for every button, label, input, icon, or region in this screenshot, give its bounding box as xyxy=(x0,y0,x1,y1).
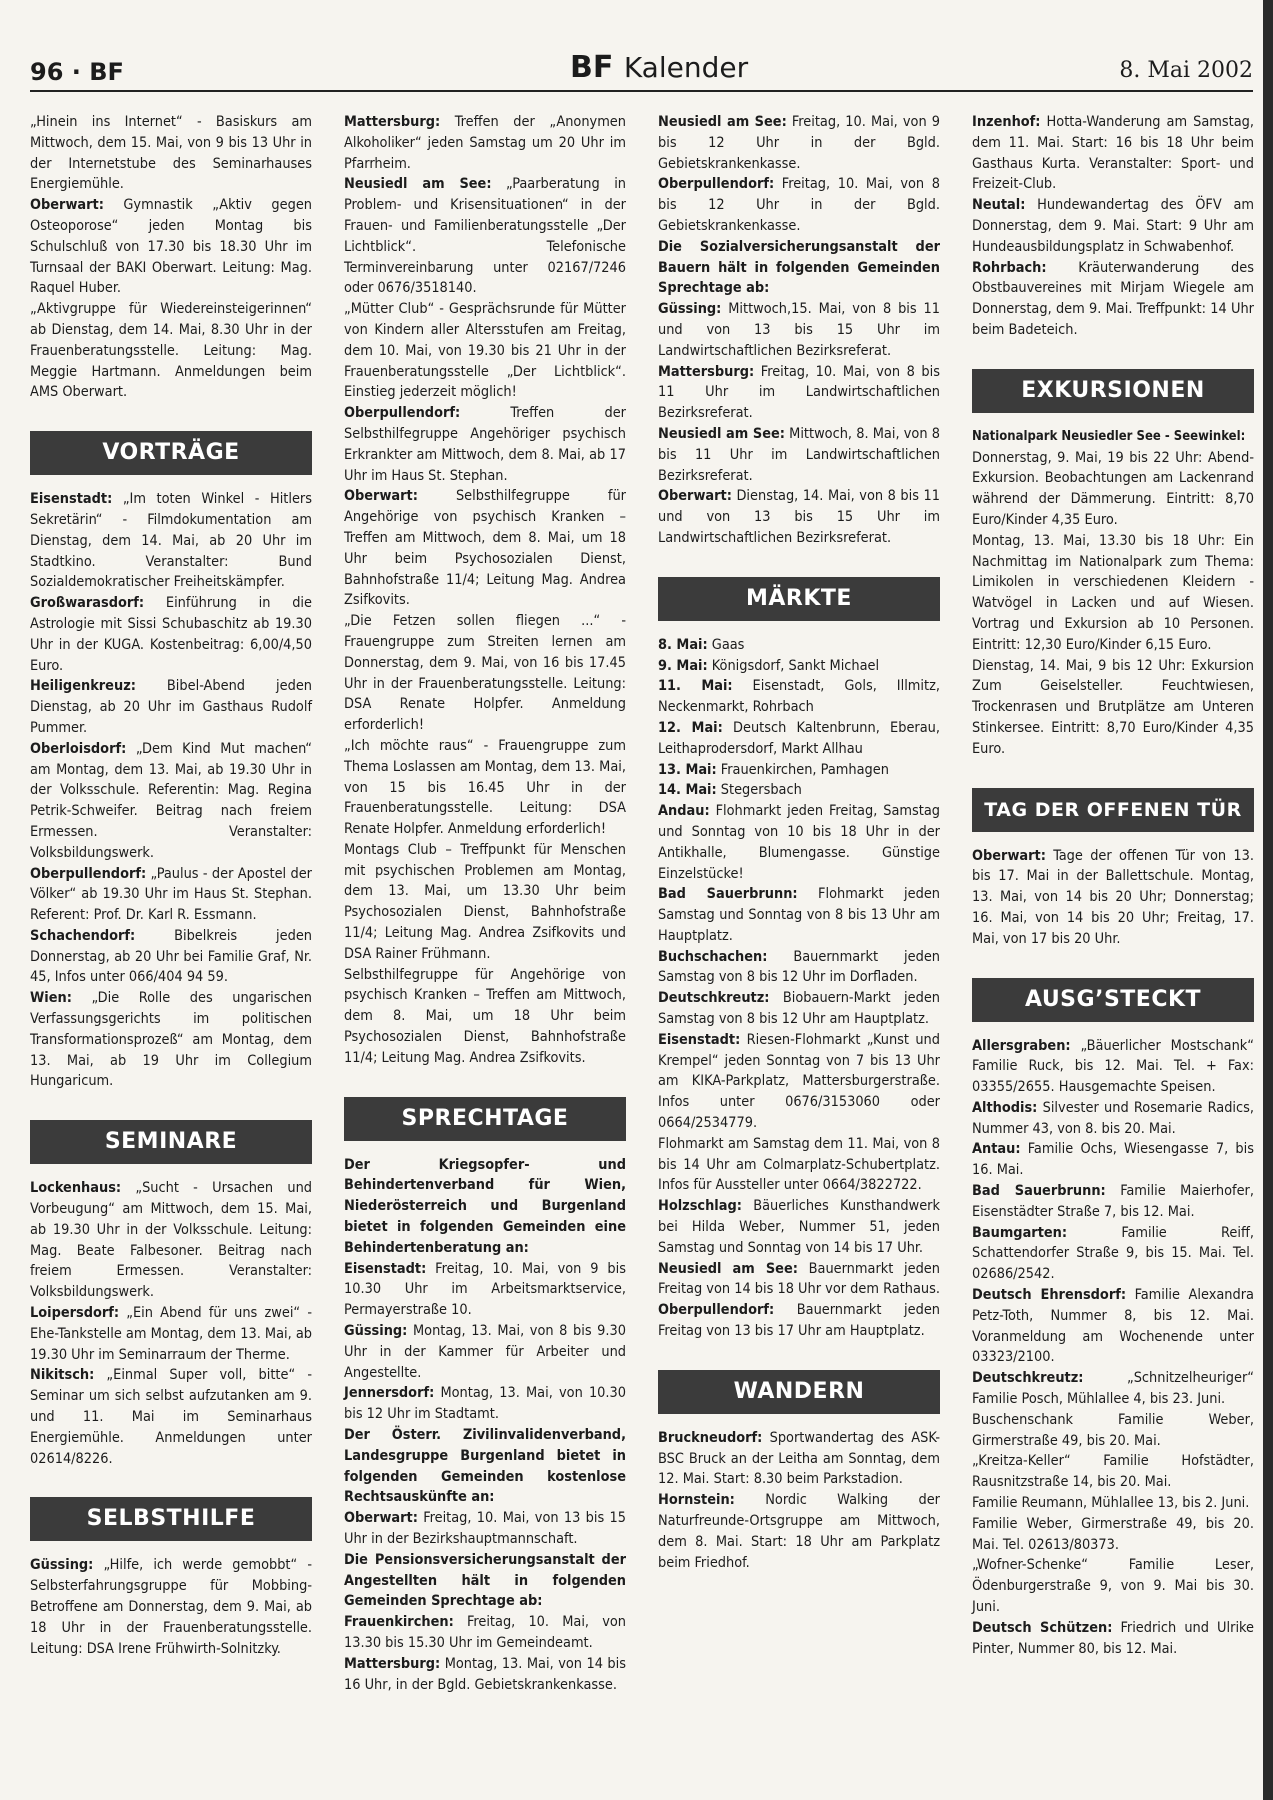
entry: Flohmarkt am Samstag dem 11. Mai, von 8 bis 14 Uhr am Colmarplatz-Schubertplatz. Infos für Aussteller unter 0664/3822722. xyxy=(658,1135,940,1194)
entry xyxy=(658,760,940,781)
entry xyxy=(344,1259,626,1321)
entry-text: Riesen-Flohmarkt „Kunst und Krempel“ jeden Sonntag von 7 bis 13 Uhr am KIKA-Parkplatz, Mattersburgerstraße. Infos unter 0676/3153060 oder 0664/2534779. xyxy=(658,1031,940,1132)
entry-text: Gaas xyxy=(707,636,745,653)
entry-place: Neusiedl am See: xyxy=(344,176,492,193)
entry-place: Schachendorf: xyxy=(30,927,136,944)
entry-place: Eisenstadt: xyxy=(344,1260,427,1277)
entry-text: „Paulus - der Apostel der Völker“ ab 19.30 Uhr im Haus St. Stephan. Referent: Prof. Dr. Karl R. Essmann. xyxy=(30,865,312,924)
entry xyxy=(658,424,940,486)
entry-text: Familie Maierhofer, Eisenstädter Straße 7, bis 12. Mai. xyxy=(972,1183,1254,1220)
entry-text: Tage der offenen Tür von 13. bis 17. Mai in der Ballettschule. Montag, 13. Mai, von 14 bis 20 Uhr; Donnerstag; 16. Mai, von 14 bis 20 Uhr; Freitag, 17. Mai, von 17 bis 20 Uhr. xyxy=(972,847,1254,947)
entry-text: „Sucht - Ursachen und Vorbeugung“ am Mittwoch, dem 15. Mai, ab 19.30 Uhr in der Volksschule. Leitung: Mag. Beate Falbesoner. Beitrag nach freiem Ermessen. Veranstalter: Volksbildungswerk. xyxy=(30,1180,312,1301)
entry xyxy=(658,988,940,1030)
entry xyxy=(972,1139,1254,1181)
entry-place: Bruckneudorf: xyxy=(658,1429,763,1446)
entry xyxy=(658,801,940,884)
entry-text: Silvester und Rosemarie Radics, Nummer 43, von 8. bis 20. Mai. xyxy=(972,1099,1254,1137)
entry xyxy=(30,676,312,738)
entry-text: Montag, 13. Mai, von 8 bis 9.30 Uhr in der Kammer für Arbeiter und Angestellte. xyxy=(344,1323,626,1381)
entry-date: 8. Mai: xyxy=(658,636,708,653)
entry-place: Oberpullendorf: xyxy=(344,405,461,422)
entry-text: Hundewandertag des ÖFV am Donnerstag, dem 9. Mai. Start: 9 Uhr am Hundeausbildungsplatz in Schwabenhof. xyxy=(972,197,1254,255)
entry-heading: Nationalpark Neusiedler See - Seewinkel: xyxy=(972,428,1246,444)
entry-place: Buchschachen: xyxy=(658,948,768,965)
entry-text: Freitag, 10. Mai, von 9 bis 12 Uhr in der Bgld. Gebietskrankenkasse. xyxy=(658,114,940,172)
entry-place: Oberpullendorf: xyxy=(30,865,147,882)
entry-text: Bibel-Abend jeden Dienstag, ab 20 Uhr im Gasthaus Rudolf Pummer. xyxy=(30,678,312,736)
entry: „Die Fetzen sollen fliegen ...“ - Frauengruppe zum Streiten lernen am Donnerstag, dem 9. Mai, von 16 bis 17.45 Uhr in der Frauenberatungsstelle. Leitung: DSA Renate Holpfer. Anmeldung erforderlich! xyxy=(344,613,626,734)
entry-place: Wien: xyxy=(30,990,72,1007)
entry-intro: Die Sozialversicherungsanstalt der Bauern hält in folgenden Gemeinden Sprechtage ab: xyxy=(658,238,940,297)
column-1 xyxy=(30,112,312,1659)
column-3 xyxy=(658,112,940,1573)
entry-text: „Dem Kind Mut machen“ am Montag, dem 13. Mai, ab 19.30 Uhr in der Volksschule. Referentin: Mag. Regina Petrik-Schweifer. Beitrag nach freiem Ermessen. Veranstalter: Volksbildungswerk. xyxy=(30,740,312,861)
entry xyxy=(344,1612,626,1654)
entry xyxy=(658,299,940,361)
entry: „Wofner-Schenke“ Familie Leser, Ödenburgerstraße 9, von 9. Mai bis 30. Juni. xyxy=(972,1557,1254,1616)
entry xyxy=(972,1618,1254,1660)
entry-text: Freitag, 10. Mai, von 8 bis 11 Uhr im Landwirtschaftlichen Bezirksreferat. xyxy=(658,363,940,422)
entry-text: Mittwoch,15. Mai, von 8 bis 11 und von 13 bis 15 Uhr im Landwirtschaftlichen Bezirksreferat. xyxy=(658,301,940,359)
entry: Donnerstag, 9. Mai, 19 bis 22 Uhr: Abend-Exkursion. Beobachtungen am Lackenrand während der Dämmerung. Eintritt: 8,70 Euro/Kinder 4,35 Euro. xyxy=(972,449,1254,528)
entry-text: Kräuterwanderung des Obstbauvereines mit Mirjam Wiegele am Donnerstag, dem 9. Mai. Treffpunkt: 14 Uhr beim Badeteich. xyxy=(972,259,1254,338)
entry-place: Bad Sauerbrunn: xyxy=(972,1183,1106,1200)
entry xyxy=(972,1285,1254,1368)
entry-place: Neusiedl am See: xyxy=(658,425,785,442)
entry xyxy=(972,1181,1254,1223)
entry-text: Bauernmarkt jeden Freitag von 14 bis 18 Uhr vor dem Rathaus. xyxy=(658,1260,940,1298)
section-name: Kalender xyxy=(623,51,749,84)
entry-text: Nordic Walking der Naturfreunde-Ortsgruppe am Mittwoch, dem 8. Mai. Start: 18 Uhr am Parkplatz beim Friedhof. xyxy=(658,1492,940,1571)
entry xyxy=(30,1365,312,1469)
entry-place: Hornstein: xyxy=(658,1492,735,1509)
entry-place: Antau: xyxy=(972,1141,1021,1158)
section-vortraege: VORTRÄGE xyxy=(30,431,312,475)
entry-text: Frauenkirchen, Pamhagen xyxy=(716,761,889,778)
entry-place: Rohrbach: xyxy=(972,259,1047,276)
entry xyxy=(344,112,626,174)
entry-place: Neutal: xyxy=(972,197,1026,214)
entry: Montags Club – Treffpunkt für Menschen mit psychischen Problemen am Montag, dem 13. Mai, um 13.30 Uhr beim Psychosozialen Dienst, Bahnhofstraße 11/4; Leitung Mag. Andrea Zsifkovits und DSA Rainer Frühmann. xyxy=(344,841,626,962)
entry xyxy=(30,489,312,593)
entry xyxy=(658,1030,940,1134)
entry xyxy=(658,1300,940,1342)
entry xyxy=(658,780,940,801)
entry xyxy=(972,195,1254,257)
entry-text: Mittwoch, 8. Mai, von 8 bis 11 Uhr im Landwirtschaftlichen Bezirksreferat. xyxy=(658,425,940,484)
entry xyxy=(344,174,626,299)
entry xyxy=(344,1383,626,1425)
entry-text: Friedrich und Ulrike Pinter, Nummer 80, bis 12. Mai. xyxy=(972,1619,1254,1657)
entry xyxy=(972,1368,1254,1410)
entry-place: Güssing: xyxy=(658,301,722,318)
entry-place: Neusiedl am See: xyxy=(658,1260,798,1277)
entry-text: Gymnastik „Aktiv gegen Osteoporose“ jeden Montag bis Schulschluß von 17.30 bis 18.30 Uhr im Turnsaal der BAKI Oberwart. Leitung: Mag. Raquel Huber. xyxy=(30,197,312,297)
column-2 xyxy=(344,112,626,1695)
entry xyxy=(30,1303,312,1365)
entry xyxy=(658,656,940,677)
section-wandern: WANDERN xyxy=(658,1370,940,1414)
entry-text: Eisenstadt, Gols, Illmitz, Neckenmarkt, Rohrbach xyxy=(658,678,940,716)
entry: „Mütter Club“ - Gesprächsrunde für Mütter von Kindern aller Altersstufen am Freitag, dem 10. Mai, von 19.30 bis 21 Uhr in der Frauenberatungsstelle „Der Lichtblick“. Einstieg jederzeit möglich! xyxy=(344,301,626,401)
entry xyxy=(658,1196,940,1258)
entry-place: Deutsch Schützen: xyxy=(972,1619,1113,1636)
entry-place: Oberpullendorf: xyxy=(658,176,775,193)
entry-place: Inzenhof: xyxy=(972,114,1041,130)
entry-place: Oberwart: xyxy=(30,197,104,214)
entry-text: Sportwandertag des ASK-BSC Bruck an der Leitha am Sonntag, dem 12. Mai. Start: 8.30 beim Parkstadion. xyxy=(658,1429,940,1488)
entry-place: Eisenstadt: xyxy=(658,1031,741,1048)
entry-place: Althodis: xyxy=(972,1099,1038,1116)
entry-place: Eisenstadt: xyxy=(30,491,113,508)
entry-place: Oberwart: xyxy=(972,847,1046,864)
entry xyxy=(658,718,940,760)
entry xyxy=(972,1223,1254,1285)
entry xyxy=(344,1508,626,1550)
entry xyxy=(658,362,940,424)
entry-place: Mattersburg: xyxy=(344,114,441,130)
entry: „Aktivgruppe für Wiedereinsteigerinnen“ ab Dienstag, dem 14. Mai, 8.30 Uhr in der Frauenberatungsstelle. Leitung: Mag. Meggie Hartmann. Anmeldungen beim AMS Oberwart. xyxy=(30,301,312,401)
entry-text: Freitag, 10. Mai, von 8 bis 12 Uhr in der Bgld. Gebietskrankenkasse. xyxy=(658,176,940,234)
entry-intro: Die Pensionsversicherungsanstalt der Angestellten hält in folgenden Gemeinden Sprechtage ab: xyxy=(344,1551,626,1610)
entry xyxy=(972,1036,1254,1098)
entry: Selbsthilfegruppe für Angehörige von psychisch Kranken – Treffen am Mittwoch, dem 8. Mai, um 18 Uhr beim Psychosozialen Dienst, Bahnhofstraße 11/4; Leitung Mag. Andrea Zsifkovits. xyxy=(344,966,626,1066)
issue-date: 8. Mai 2002 xyxy=(1119,58,1253,83)
entry-text: „Hilfe, ich werde gemobbt“ - Selbsterfahrungsgruppe für Mobbing-Betroffene am Donnerstag, dem 9. Mai, ab 18 Uhr in der Frauenberatungsstelle. Leitung: DSA Irene Frühwirth-Solnitzky. xyxy=(30,1557,312,1657)
entry xyxy=(30,593,312,676)
entry-place: Bad Sauerbrunn: xyxy=(658,886,798,903)
entry-text: Dienstag, 14. Mai, von 8 bis 11 und von 13 bis 15 Uhr im Landwirtschaftlichen Bezirksreferat. xyxy=(658,488,940,546)
entry xyxy=(30,1178,312,1303)
entry-place: Oberwart: xyxy=(344,488,418,505)
entry-place: Neusiedl am See: xyxy=(658,114,787,130)
entry-place: Nikitsch: xyxy=(30,1367,95,1384)
entry-place: Güssing: xyxy=(344,1323,408,1340)
entry: Buschenschank Familie Weber, Girmerstraße 49, bis 20. Mai. xyxy=(972,1411,1254,1449)
entry: „Ich möchte raus“ - Frauengruppe zum Thema Loslassen am Montag, dem 13. Mai, von 15 bis 16.45 Uhr in der Frauenberatungsstelle. Leitung: DSA Renate Holpfer. Anmeldung erforderlich! xyxy=(344,737,626,838)
entry-place: Allersgraben: xyxy=(972,1037,1071,1054)
entry-text: Bauernmarkt jeden Samstag von 8 bis 12 Uhr im Dorfladen. xyxy=(658,948,940,986)
entry xyxy=(30,195,312,299)
entry-text: Königsdorf, Sankt Michael xyxy=(707,657,880,674)
entry-intro: Der Österr. Zivilinvalidenverband, Landesgruppe Burgenland bietet in folgenden Gemeinden kostenlose Rechtsauskünfte an: xyxy=(344,1427,626,1506)
entry-place: Loipersdorf: xyxy=(30,1305,120,1322)
column-4 xyxy=(972,112,1254,1659)
scan-edge xyxy=(1263,0,1273,1800)
entry: „Kreitza-Keller“ Familie Hofstädter, Rausnitzstraße 14, bis 20. Mai. xyxy=(972,1453,1254,1491)
entry-place: Deutsch Ehrensdorf: xyxy=(972,1287,1127,1304)
page-number: 96 · BF xyxy=(30,58,124,86)
entry-place: Holzschlag: xyxy=(658,1198,742,1215)
entry-place: Deutschkreutz: xyxy=(658,990,770,1007)
entry-text: Freitag, 10. Mai, von 13 bis 15 Uhr in der Bezirkshauptmannschaft. xyxy=(344,1510,626,1547)
entry-place: Oberloisdorf: xyxy=(30,740,127,757)
entry xyxy=(344,486,626,611)
entry-place: Heiligenkreuz: xyxy=(30,678,136,695)
entry-place: Deutschkreutz: xyxy=(972,1370,1084,1387)
entry xyxy=(344,403,626,486)
entry-text: „Paarberatung in Problem- und Krisensituationen“ in der Frauen- und Familienberatungsstelle „Der Lichtblick“. Telefonische Terminvereinbarung unter 02167/7246 oder 0676/3518140. xyxy=(344,176,626,297)
entry-date: 9. Mai: xyxy=(658,657,708,674)
entry xyxy=(30,1555,312,1659)
entry-text: „Bäuerlicher Mostschank“ Familie Ruck, bis 12. Mai. Tel. + Fax: 03355/2655. Hausgemachte Speisen. xyxy=(972,1037,1254,1096)
entry-text: „Schnitzelheuriger“ Familie Posch, Mühlallee 4, bis 23. Juni. xyxy=(972,1370,1254,1408)
entry-text: Freitag, 10. Mai, von 9 bis 10.30 Uhr im Arbeitsmarktservice, Permayerstraße 10. xyxy=(344,1260,626,1319)
entry-text: Einführung in die Astrologie mit Sissi Schubaschitz ab 19.30 Uhr in der KUGA. Kostenbeitrag: 6,00/4,50 Euro. xyxy=(30,595,312,674)
section-maerkte: MÄRKTE xyxy=(658,577,940,621)
entry xyxy=(30,739,312,864)
entry xyxy=(658,1259,940,1301)
entry-text: „Einmal Super voll, bitte“ - Seminar um sich selbst aufzutanken am 9. und 11. Mai im Seminarhaus Energiemühle. Anmeldungen unter 02614/8226. xyxy=(30,1367,312,1467)
entry xyxy=(30,864,312,926)
section-exkursionen: EXKURSIONEN xyxy=(972,369,1254,413)
section-sprechtage: SPRECHTAGE xyxy=(344,1097,626,1141)
entry xyxy=(658,112,940,174)
entry-text: Familie Alexandra Petz-Toth, Nummer 8, bis 12. Mai. Voranmeldung am Wochenende unter 03323/2100. xyxy=(972,1287,1254,1366)
entry-text: Biobauern-Markt jeden Samstag von 8 bis 12 Uhr am Hauptplatz. xyxy=(658,990,940,1028)
entry-text: „Die Rolle des ungarischen Verfassungsgerichts im politischen Transformationsprozeß“ am Montag, dem 13. Mai, ab 19 Uhr im Collegium Hungaricum. xyxy=(30,990,312,1090)
entry-date: 11. Mai: xyxy=(658,678,733,695)
entry-place: Mattersburg: xyxy=(344,1655,441,1672)
entry-place: Frauenkirchen: xyxy=(344,1614,454,1631)
entry-text: Montag, 13. Mai, von 10.30 bis 12 Uhr im Stadtamt. xyxy=(344,1385,626,1423)
entry-date: 12. Mai: xyxy=(658,719,723,736)
entry-text: Montag, 13. Mai, von 14 bis 16 Uhr, in der Bgld. Gebietskrankenkasse. xyxy=(344,1655,626,1693)
entry-intro: Der Kriegsopfer- und Behindertenverband für Wien, Niederösterreich und Burgenland bietet in folgenden Gemeinden eine Behindertenberatung an: xyxy=(344,1156,626,1256)
entry-place: Andau: xyxy=(658,803,710,820)
entry xyxy=(30,988,312,1092)
entry xyxy=(972,258,1254,341)
entry-text: Flohmarkt jeden Freitag, Samstag und Sonntag von 10 bis 18 Uhr in der Antikhalle, Blumengasse. Günstige Einzelstücke! xyxy=(658,803,940,882)
entry xyxy=(972,112,1254,195)
brand-logo: BF xyxy=(570,50,614,85)
entry xyxy=(658,1490,940,1573)
entry-place: Jennersdorf: xyxy=(344,1385,435,1402)
entry xyxy=(972,846,1254,950)
entry-text: Stegersbach xyxy=(716,782,802,799)
entry-text: Bauernmarkt jeden Freitag von 13 bis 17 Uhr am Hauptplatz. xyxy=(658,1302,940,1340)
entry-text: Familie Ochs, Wiesengasse 7, bis 16. Mai. xyxy=(972,1141,1254,1179)
entry: Montag, 13. Mai, 13.30 bis 18 Uhr: Ein Nachmittag im Nationalpark zum Thema: Limikolen in verschiedenen Kleidern - Watvögel in Lacken und auf Wiesen. Vortrag und Exkursion ab 10 Personen. Eintritt: 12,30 Euro/Kinder 6,15 Euro. xyxy=(972,532,1254,653)
entry-text: „Ein Abend für uns zwei“ - Ehe-Tankstelle am Montag, dem 13. Mai, ab 19.30 Uhr im Seminarraum der Therme. xyxy=(30,1305,313,1363)
section-tag-der-offenen-tuer: TAG DER OFFENEN TÜR xyxy=(972,788,1254,832)
entry xyxy=(658,486,940,548)
entry-text: Hotta-Wanderung am Samstag, dem 11. Mai. Start: 16 bis 18 Uhr beim Gasthaus Kurta. Veranstalter: Sport- und Freizeit-Club. xyxy=(972,114,1254,193)
section-selbsthilfe: SELBSTHILFE xyxy=(30,1497,312,1541)
entry: Dienstag, 14. Mai, 9 bis 12 Uhr: Exkursion Zum Geiselsteller. Feuchtwiesen, Trockenrasen und Brutplätze am Unteren Stinkersee. Eintritt: 8,70 Euro/Kinder 4,35 Euro. xyxy=(972,657,1254,757)
entry xyxy=(972,1098,1254,1140)
entry-place: Mattersburg: xyxy=(658,363,755,380)
entry-text: Treffen der Selbsthilfegruppe Angehöriger psychisch Erkrankter am Mittwoch, dem 8. Mai, ab 17 Uhr im Haus St. Stephan. xyxy=(344,405,626,484)
entry xyxy=(658,676,940,718)
entry-place: Baumgarten: xyxy=(972,1224,1068,1241)
entry-place: Oberwart: xyxy=(344,1510,418,1527)
entry xyxy=(658,1428,940,1490)
entry-text: „Im toten Winkel - Hitlers Sekretärin“ - Filmdokumentation am Dienstag, dem 14. Mai, ab 20 Uhr im Stadtkino. Veranstalter: Bund Sozialdemokratischer Freiheitskämpfer. xyxy=(30,491,312,591)
entry xyxy=(344,1321,626,1383)
entry: Familie Weber, Girmerstraße 49, bis 20. Mai. Tel. 02613/80373. xyxy=(972,1515,1254,1553)
entry-text: Treffen der „Anonymen Alkoholiker“ jeden Samstag um 20 Uhr im Pfarrheim. xyxy=(344,114,626,172)
entry-text: Selbsthilfegruppe für Angehörige von psychisch Kranken – Treffen am Mittwoch, dem 8. Mai, um 18 Uhr beim Psychosozialen Dienst, Bahnhofstraße 11/4; Leitung Mag. Andrea Zsifkovits. xyxy=(344,488,626,609)
entry-text: Bäuerliches Kunsthandwerk bei Hilda Weber, Nummer 51, jeden Samstag und Sonntag von 14 bis 17 Uhr. xyxy=(658,1198,940,1256)
entry xyxy=(30,926,312,988)
entry xyxy=(658,174,940,236)
entry-place: Großwarasdorf: xyxy=(30,595,145,612)
section-ausgsteckt: AUSG’STECKT xyxy=(972,978,1254,1022)
entry-text: Familie Reiff, Schattendorfer Straße 9, bis 15. Mai. Tel. 02686/2542. xyxy=(972,1224,1254,1283)
entry-date: 14. Mai: xyxy=(658,782,717,799)
entry-text: Freitag, 10. Mai, von 13.30 bis 15.30 Uhr im Gemeindeamt. xyxy=(344,1614,626,1651)
entry-place: Lockenhaus: xyxy=(30,1180,122,1197)
entry-place: Güssing: xyxy=(30,1557,94,1574)
entry-place: Oberwart: xyxy=(658,488,732,505)
entry-text: Bibelkreis jeden Donnerstag, ab 20 Uhr bei Familie Graf, Nr. 45, Infos unter 066/404 94 59. xyxy=(30,927,312,986)
entry xyxy=(658,635,940,656)
page-header xyxy=(30,50,1253,92)
entry xyxy=(658,947,940,989)
entry: „Hinein ins Internet“ - Basiskurs am Mittwoch, dem 15. Mai, von 9 bis 13 Uhr in der Internetstube des Seminarhauses Energiemühle. xyxy=(30,114,312,193)
entry xyxy=(658,884,940,946)
entry: Familie Reumann, Mühlallee 13, bis 2. Juni. xyxy=(972,1495,1250,1512)
section-title xyxy=(570,50,748,85)
entry-text: Flohmarkt jeden Samstag und Sonntag von 8 bis 13 Uhr am Hauptplatz. xyxy=(658,886,940,944)
entry xyxy=(344,1654,626,1696)
entry-place: Oberpullendorf: xyxy=(658,1302,775,1319)
section-seminare: SEMINARE xyxy=(30,1120,312,1164)
entry-date: 13. Mai: xyxy=(658,761,717,778)
entry-text: Deutsch Kaltenbrunn, Eberau, Leithaprodersdorf, Markt Allhau xyxy=(658,719,940,757)
